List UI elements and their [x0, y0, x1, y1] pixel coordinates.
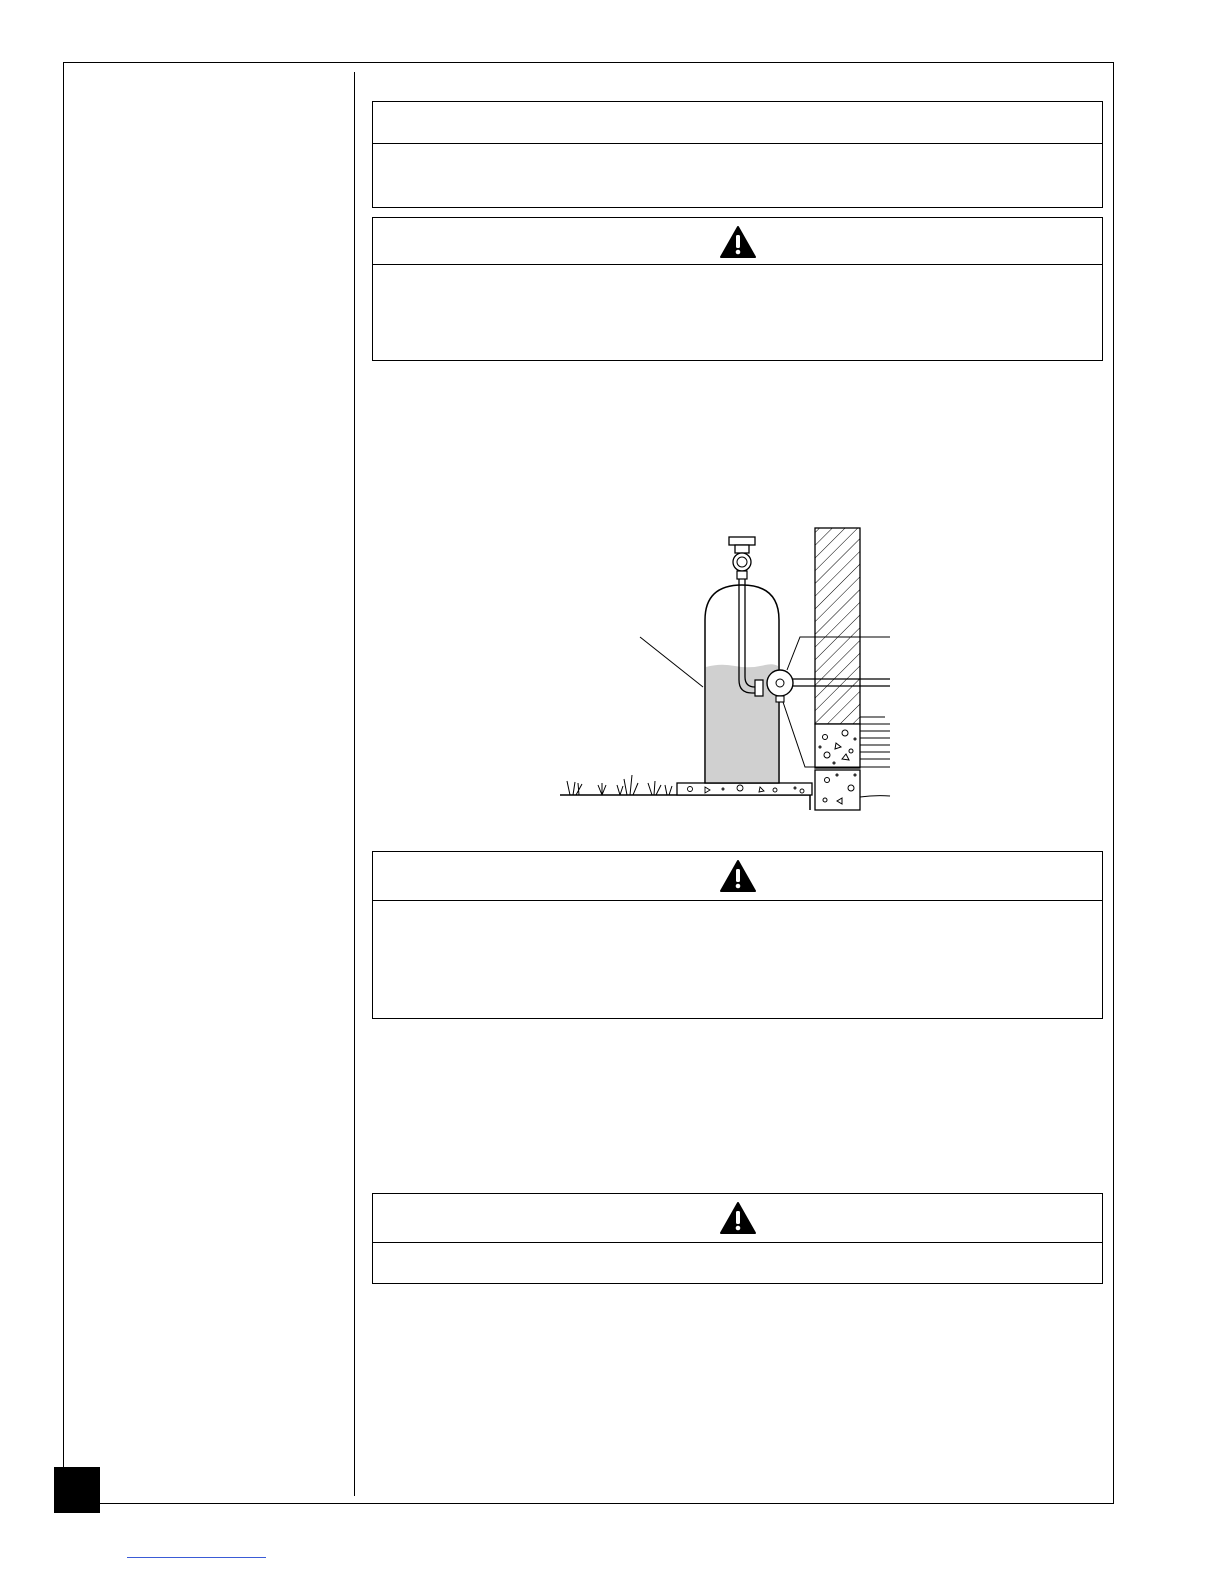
- warning-box: [372, 851, 1103, 1019]
- column-divider: [354, 72, 355, 1496]
- propane-tank-illustration: [555, 525, 895, 815]
- warning-box-header: [373, 852, 1102, 901]
- warning-box: [372, 1193, 1103, 1284]
- warning-triangle-icon: [719, 1201, 757, 1235]
- footer-rule: [127, 1557, 266, 1558]
- notice-box: [372, 101, 1103, 208]
- notice-box-header: [373, 102, 1102, 144]
- warning-triangle-icon: [719, 859, 757, 893]
- wall-section: [815, 528, 860, 724]
- warning-box: [372, 217, 1103, 361]
- page-number-tab: [54, 1467, 100, 1513]
- wall-concrete: [815, 724, 860, 768]
- warning-box-header: [373, 1194, 1102, 1243]
- concrete-pad: [677, 783, 812, 795]
- warning-box-header: [373, 218, 1102, 265]
- warning-triangle-icon: [719, 225, 757, 259]
